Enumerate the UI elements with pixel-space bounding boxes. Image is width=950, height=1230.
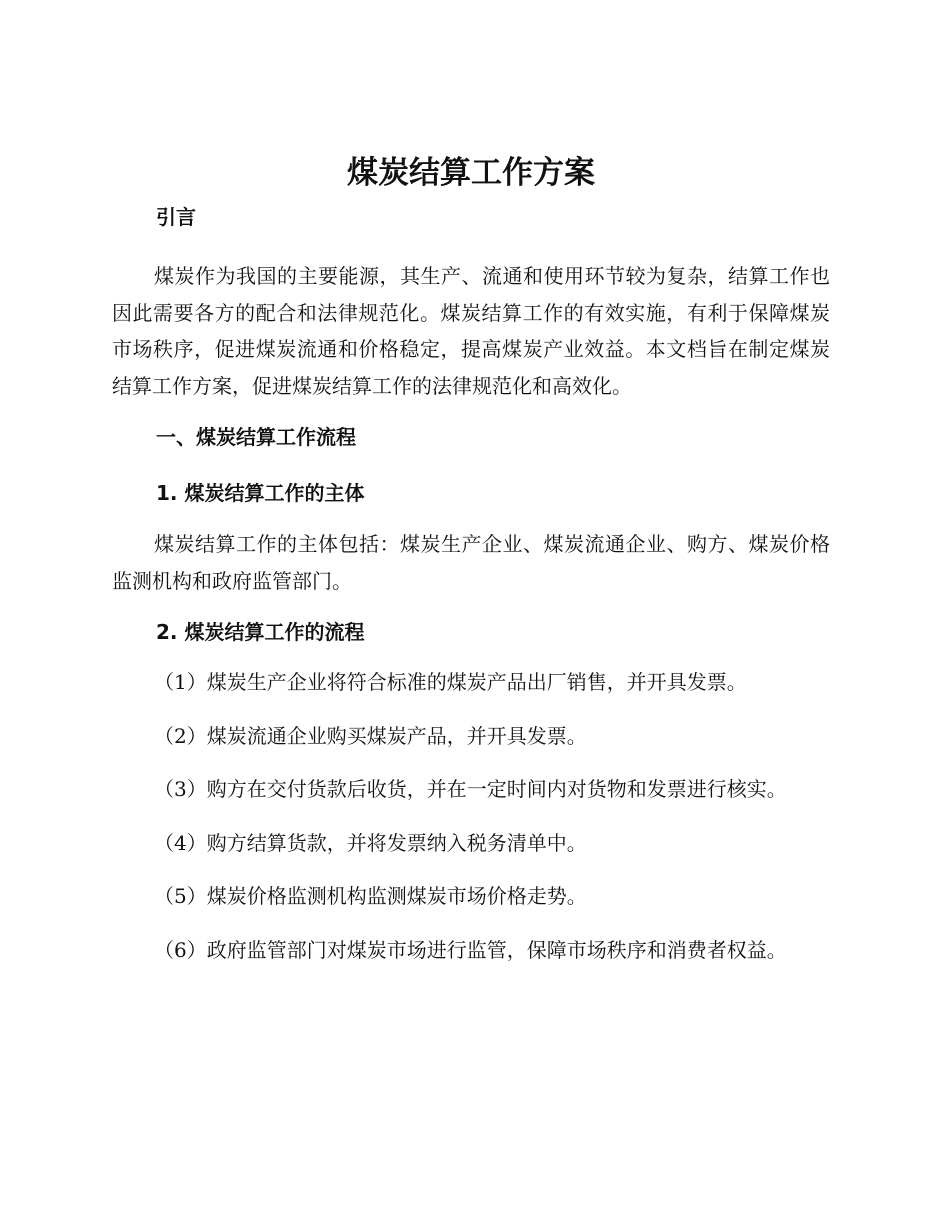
step-item: （3）购方在交付货款后收货，并在一定时间内对货物和发票进行核实。 [154, 777, 787, 801]
document-title: 煤炭结算工作方案 [347, 155, 595, 191]
step-item: （6）政府监管部门对煤炭市场进行监管，保障市场秩序和消费者权益。 [154, 937, 787, 962]
step-item: （4）购方结算货款，并将发票纳入税务清单中。 [154, 830, 587, 855]
subsection-2-heading: 2. 煤炭结算工作的流程 [156, 620, 365, 644]
intro-heading: 引言 [156, 205, 196, 229]
step-item: （2）煤炭流通企业购买煤炭产品，并开具发票。 [154, 723, 587, 748]
intro-paragraph: 煤炭作为我国的主要能源，其生产、流通和使用环节较为复杂，结算工作也因此需要各方的配合和法律规范化。煤炭结算工作的有效实施，有利于保障煤炭市场秩序，促进煤炭流通和价格稳定，提高煤炭产业效益。本文档旨在制定煤炭结算工作方案，促进煤炭结算工作的法律规范化和高效化。 [112, 264, 830, 398]
subsection-1-paragraph: 煤炭结算工作的主体包括：煤炭生产企业、煤炭流通企业、购方、煤炭价格监测机构和政府监管部门。 [112, 532, 830, 593]
step-item: （1）煤炭生产企业将符合标准的煤炭产品出厂销售，并开具发票。 [154, 670, 747, 694]
document-page [112, 148, 830, 968]
step-item: （5）煤炭价格监测机构监测煤炭市场价格走势。 [154, 884, 587, 908]
subsection-1-heading: 1. 煤炭结算工作的主体 [156, 481, 365, 505]
section-1-heading: 一、煤炭结算工作流程 [156, 425, 356, 449]
